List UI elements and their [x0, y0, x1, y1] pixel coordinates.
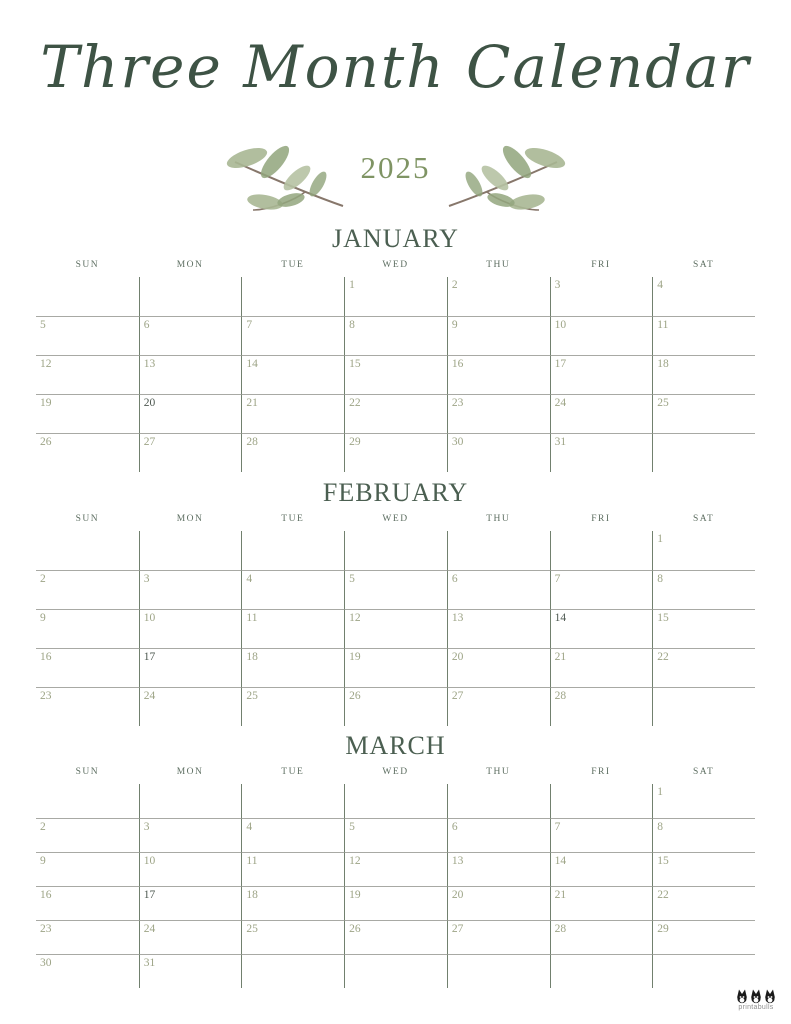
date-cell: 10 — [550, 316, 653, 355]
weekday-label: THU — [486, 767, 511, 777]
empty-date-cell — [344, 784, 447, 818]
date-cell: 7 — [550, 570, 653, 609]
date-cell: 15 — [652, 609, 755, 648]
weekday-label: SUN — [75, 260, 100, 270]
empty-date-cell — [344, 954, 447, 988]
weekday-label: TUE — [281, 767, 305, 777]
bulldogs-icon — [735, 989, 777, 1004]
date-cell: 27 — [139, 433, 242, 472]
date-cell: 11 — [241, 852, 344, 886]
date-cell: 19 — [36, 394, 139, 433]
weekday-label: SAT — [692, 260, 715, 270]
date-cell: 17 — [550, 355, 653, 394]
empty-date-cell — [550, 954, 653, 988]
date-cell: 25 — [241, 920, 344, 954]
month-february — [36, 476, 755, 726]
empty-date-cell — [550, 784, 653, 818]
date-cell: 30 — [447, 433, 550, 472]
date-cell: 12 — [344, 852, 447, 886]
month-title: FEBRUARY — [322, 478, 469, 507]
date-cell: 18 — [241, 648, 344, 687]
date-cell: 8 — [344, 316, 447, 355]
date-cell: 22 — [652, 886, 755, 920]
date-cell: 29 — [344, 433, 447, 472]
date-cell: 5 — [344, 818, 447, 852]
date-cell: 1 — [652, 531, 755, 570]
date-cell: 20 — [139, 394, 242, 433]
year-label: 2025 — [360, 150, 431, 185]
logo-text: printabulls — [738, 1004, 774, 1011]
date-cell: 28 — [550, 920, 653, 954]
weekday-label: THU — [486, 260, 511, 270]
weekday-label: TUE — [281, 514, 305, 524]
date-cell: 27 — [447, 687, 550, 726]
date-cell: 6 — [447, 570, 550, 609]
date-cell: 24 — [139, 687, 242, 726]
empty-date-cell — [241, 277, 344, 316]
page-title: Three Month Calendar — [40, 33, 751, 101]
weekday-header-row — [36, 514, 755, 528]
date-cell: 13 — [447, 852, 550, 886]
date-cell: 16 — [36, 648, 139, 687]
weekday-label: FRI — [591, 514, 611, 524]
empty-date-cell — [550, 531, 653, 570]
date-cell: 3 — [550, 277, 653, 316]
date-cell: 17 — [139, 648, 242, 687]
date-cell: 1 — [344, 277, 447, 316]
date-cell: 3 — [139, 570, 242, 609]
weekday-label: THU — [486, 514, 511, 524]
date-cell: 31 — [139, 954, 242, 988]
empty-date-cell — [241, 531, 344, 570]
date-cell: 18 — [241, 886, 344, 920]
month-march — [36, 729, 755, 988]
empty-date-cell — [652, 433, 755, 472]
date-cell: 15 — [652, 852, 755, 886]
date-cell: 16 — [447, 355, 550, 394]
date-cell: 2 — [36, 818, 139, 852]
date-cell: 7 — [241, 316, 344, 355]
date-cell: 9 — [36, 609, 139, 648]
date-cell: 21 — [241, 394, 344, 433]
date-cell: 31 — [550, 433, 653, 472]
empty-date-cell — [139, 531, 242, 570]
date-cell: 13 — [447, 609, 550, 648]
date-cell: 2 — [36, 570, 139, 609]
month-january — [36, 222, 755, 472]
weekday-label: SUN — [75, 767, 100, 777]
date-cell: 14 — [550, 609, 653, 648]
weekday-label: WED — [382, 260, 409, 270]
weekday-label: SAT — [692, 767, 715, 777]
date-cell: 22 — [652, 648, 755, 687]
date-cell: 24 — [550, 394, 653, 433]
weekday-label: SUN — [75, 514, 100, 524]
date-cell: 25 — [241, 687, 344, 726]
date-cell: 12 — [344, 609, 447, 648]
date-cell: 3 — [139, 818, 242, 852]
empty-date-cell — [36, 531, 139, 570]
date-cell: 18 — [652, 355, 755, 394]
leaf-branch-right-icon — [445, 140, 567, 218]
date-cell: 29 — [652, 920, 755, 954]
empty-date-cell — [139, 277, 242, 316]
date-cell: 16 — [36, 886, 139, 920]
date-cell: 11 — [241, 609, 344, 648]
date-cell: 17 — [139, 886, 242, 920]
date-cell: 4 — [241, 818, 344, 852]
empty-date-cell — [447, 531, 550, 570]
date-cell: 10 — [139, 852, 242, 886]
weekday-header-row — [36, 260, 755, 274]
empty-date-cell — [241, 954, 344, 988]
date-cell: 23 — [447, 394, 550, 433]
weekday-label: FRI — [591, 260, 611, 270]
date-cell: 20 — [447, 648, 550, 687]
year-banner — [0, 140, 791, 218]
date-cell: 9 — [447, 316, 550, 355]
weekday-label: WED — [382, 514, 409, 524]
empty-date-cell — [652, 954, 755, 988]
empty-date-cell — [139, 784, 242, 818]
month-title: MARCH — [345, 731, 446, 760]
date-cell: 13 — [139, 355, 242, 394]
date-cell: 10 — [139, 609, 242, 648]
weekday-label: MON — [176, 514, 204, 524]
date-cell: 26 — [344, 920, 447, 954]
date-cell: 15 — [344, 355, 447, 394]
date-cell: 4 — [241, 570, 344, 609]
date-cell: 8 — [652, 570, 755, 609]
empty-date-cell — [447, 954, 550, 988]
printabulls-logo — [735, 989, 777, 1012]
date-cell: 24 — [139, 920, 242, 954]
date-cell: 26 — [36, 433, 139, 472]
date-cell: 1 — [652, 784, 755, 818]
empty-date-cell — [36, 277, 139, 316]
empty-date-cell — [241, 784, 344, 818]
date-cell: 5 — [344, 570, 447, 609]
date-cell: 19 — [344, 886, 447, 920]
weekday-header-row — [36, 767, 755, 781]
date-cell: 26 — [344, 687, 447, 726]
date-cell: 27 — [447, 920, 550, 954]
date-cell: 5 — [36, 316, 139, 355]
weekday-label: SAT — [692, 514, 715, 524]
weekday-label: WED — [382, 767, 409, 777]
date-cell: 30 — [36, 954, 139, 988]
date-cell: 23 — [36, 687, 139, 726]
empty-date-cell — [36, 784, 139, 818]
weekday-label: TUE — [281, 260, 305, 270]
date-cell: 6 — [139, 316, 242, 355]
leaf-branch-left-icon — [225, 140, 347, 218]
date-cell: 12 — [36, 355, 139, 394]
date-cell: 2 — [447, 277, 550, 316]
date-cell: 14 — [241, 355, 344, 394]
date-cell: 23 — [36, 920, 139, 954]
month-grid — [36, 277, 755, 472]
date-cell: 28 — [550, 687, 653, 726]
empty-date-cell — [447, 784, 550, 818]
date-cell: 21 — [550, 886, 653, 920]
date-cell: 8 — [652, 818, 755, 852]
weekday-label: MON — [176, 767, 204, 777]
date-cell: 21 — [550, 648, 653, 687]
date-cell: 6 — [447, 818, 550, 852]
month-grid — [36, 784, 755, 988]
date-cell: 14 — [550, 852, 653, 886]
date-cell: 19 — [344, 648, 447, 687]
date-cell: 22 — [344, 394, 447, 433]
month-grid — [36, 531, 755, 726]
date-cell: 28 — [241, 433, 344, 472]
date-cell: 25 — [652, 394, 755, 433]
date-cell: 7 — [550, 818, 653, 852]
date-cell: 20 — [447, 886, 550, 920]
date-cell: 9 — [36, 852, 139, 886]
date-cell: 11 — [652, 316, 755, 355]
date-cell: 4 — [652, 277, 755, 316]
month-title: JANUARY — [332, 224, 459, 253]
empty-date-cell — [652, 687, 755, 726]
empty-date-cell — [344, 531, 447, 570]
weekday-label: MON — [176, 260, 204, 270]
weekday-label: FRI — [591, 767, 611, 777]
